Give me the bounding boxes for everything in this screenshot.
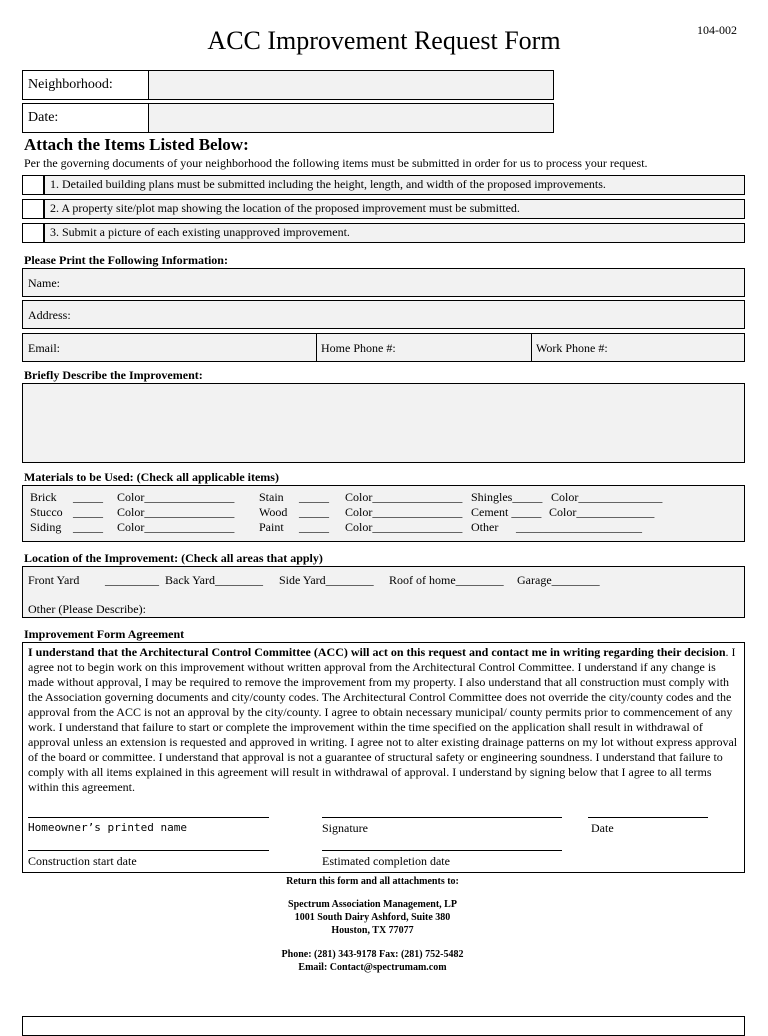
return-instructions: Return this form and all attachments to:	[286, 876, 459, 887]
material-siding-check[interactable]: _____	[73, 520, 103, 534]
location-garage[interactable]: Garage________	[517, 573, 600, 587]
material-stucco-color[interactable]: Color_______________	[117, 505, 235, 519]
materials-box	[22, 485, 745, 542]
return-email: Email: Contact@spectrumam.com	[298, 962, 447, 973]
email-label: Email:	[28, 341, 60, 355]
completion-date-line[interactable]	[322, 850, 562, 851]
location-box	[22, 566, 745, 618]
material-brick-check[interactable]: _____	[73, 490, 103, 504]
location-front-yard-check[interactable]: _________	[105, 573, 159, 587]
return-company: Spectrum Association Management, LP	[288, 899, 457, 910]
agreement-bold-text: I understand that the Architectural Control Committee (ACC) will act on this request and contact me in writing regarding their decision	[28, 645, 726, 659]
location-other[interactable]: Other (Please Describe):	[28, 602, 146, 616]
material-brick-color[interactable]: Color_______________	[117, 490, 235, 504]
name-label: Name:	[28, 276, 60, 290]
attach-item-3: 3. Submit a picture of each existing unapproved improvement.	[44, 223, 745, 243]
start-date-line[interactable]	[28, 850, 269, 851]
location-heading: Location of the Improvement: (Check all areas that apply)	[24, 551, 323, 565]
attach-item-2: 2. A property site/plot map showing the location of the proposed improvement must be submitted.	[44, 199, 745, 219]
material-other: Other	[471, 520, 499, 534]
attach-heading: Attach the Items Listed Below:	[24, 135, 249, 154]
location-back-yard[interactable]: Back Yard________	[165, 573, 263, 587]
material-stain: Stain	[259, 490, 284, 504]
date-signature-line[interactable]	[588, 817, 708, 818]
address-field[interactable]	[22, 300, 745, 329]
material-cement[interactable]: Cement _____	[471, 505, 542, 519]
material-stain-check[interactable]: _____	[299, 490, 329, 504]
material-shingles-color[interactable]: Color______________	[551, 490, 663, 504]
agreement-text	[28, 645, 738, 795]
material-paint-check[interactable]: _____	[299, 520, 329, 534]
material-wood-check[interactable]: _____	[299, 505, 329, 519]
contact-row	[22, 333, 745, 362]
work-phone-label: Work Phone #:	[536, 341, 608, 355]
agreement-heading: Improvement Form Agreement	[24, 627, 185, 641]
material-cement-color[interactable]: Color_____________	[549, 505, 655, 519]
materials-heading: Materials to be Used: (Check all applicable items)	[24, 470, 279, 484]
material-paint-color[interactable]: Color_______________	[345, 520, 463, 534]
info-heading: Please Print the Following Information:	[24, 253, 228, 267]
agreement-box	[22, 642, 745, 873]
location-roof[interactable]: Roof of home________	[389, 573, 504, 587]
return-phone: Phone: (281) 343-9178 Fax: (281) 752-5482	[281, 949, 464, 960]
material-shingles[interactable]: Shingles_____	[471, 490, 543, 504]
return-address	[0, 898, 745, 937]
material-brick: Brick	[30, 490, 57, 504]
form-number: 104-002	[697, 23, 737, 37]
attach-item-1: 1. Detailed building plans must be submitted including the height, length, and width of the proposed improvements.	[44, 175, 745, 195]
material-wood-color[interactable]: Color_______________	[345, 505, 463, 519]
page-title: ACC Improvement Request Form	[207, 26, 561, 55]
material-stucco: Stucco	[30, 505, 63, 519]
date-signature-label: Date	[591, 821, 614, 835]
return-street: 1001 South Dairy Ashford, Suite 380	[294, 912, 451, 923]
name-field[interactable]	[22, 268, 745, 297]
neighborhood-label: Neighborhood:	[28, 77, 113, 92]
signature-label: Signature	[322, 821, 368, 835]
describe-heading: Briefly Describe the Improvement:	[24, 368, 203, 382]
material-wood: Wood	[259, 505, 288, 519]
completion-date-label: Estimated completion date	[322, 854, 450, 868]
checkbox-item-3[interactable]	[22, 223, 44, 243]
printed-name-line[interactable]	[28, 817, 269, 818]
checkbox-item-1[interactable]	[22, 175, 44, 195]
describe-field[interactable]	[22, 383, 745, 463]
checkbox-item-2[interactable]	[22, 199, 44, 219]
material-siding-color[interactable]: Color_______________	[117, 520, 235, 534]
return-city: Houston, TX 77077	[331, 925, 414, 936]
location-side-yard[interactable]: Side Yard________	[279, 573, 374, 587]
neighborhood-row	[22, 70, 553, 100]
material-stain-color[interactable]: Color_______________	[345, 490, 463, 504]
attach-intro: Per the governing documents of your neighborhood the following items must be submitted in order for us to process your request.	[24, 156, 648, 170]
return-contact	[0, 948, 745, 974]
material-paint: Paint	[259, 520, 284, 534]
email-field[interactable]	[23, 334, 317, 361]
signature-line[interactable]	[322, 817, 562, 818]
material-other-field[interactable]: _____________________	[516, 520, 642, 534]
neighborhood-field[interactable]	[148, 70, 554, 100]
home-phone-label: Home Phone #:	[321, 341, 396, 355]
address-label: Address:	[28, 308, 71, 322]
agreement-body-text: . I agree not to begin work on this improvement without written approval from the Architectural Control Committee. I understand if any change is made without approval, I may be required to remove the improvement from my property. I also understand that all construction must comply with the Association governing documents and city/county codes. The Architectural Control Committee does not override the city/county codes and the approval from the ACC is not an approval by the city/county. I agree to obtain necessary municipal/ county permits prior to commencement of any work. I understand that failure to start or complete the improvement within the time specified on the application shall result in withdrawal of approval unless an extension is requested and approved in writing. I agree not to alter existing drainage patterns on my lot without express approval of the board or committee. I understand that approval is not a guarantee of structural safety or engineering soundness. I understand that failure to comply with all items explained in this agreement will result in withdrawal of approval. I understand by signing below that I agree to all terms within this agreement.	[28, 645, 738, 794]
date-label: Date:	[28, 110, 59, 125]
material-siding: Siding	[30, 520, 62, 534]
date-row	[22, 103, 553, 133]
date-field[interactable]	[148, 103, 554, 133]
location-front-yard: Front Yard	[28, 573, 80, 587]
printed-name-label: Homeowner’s printed name	[28, 821, 187, 834]
material-stucco-check[interactable]: _____	[73, 505, 103, 519]
start-date-label: Construction start date	[28, 854, 137, 868]
office-use-box	[22, 1016, 745, 1036]
